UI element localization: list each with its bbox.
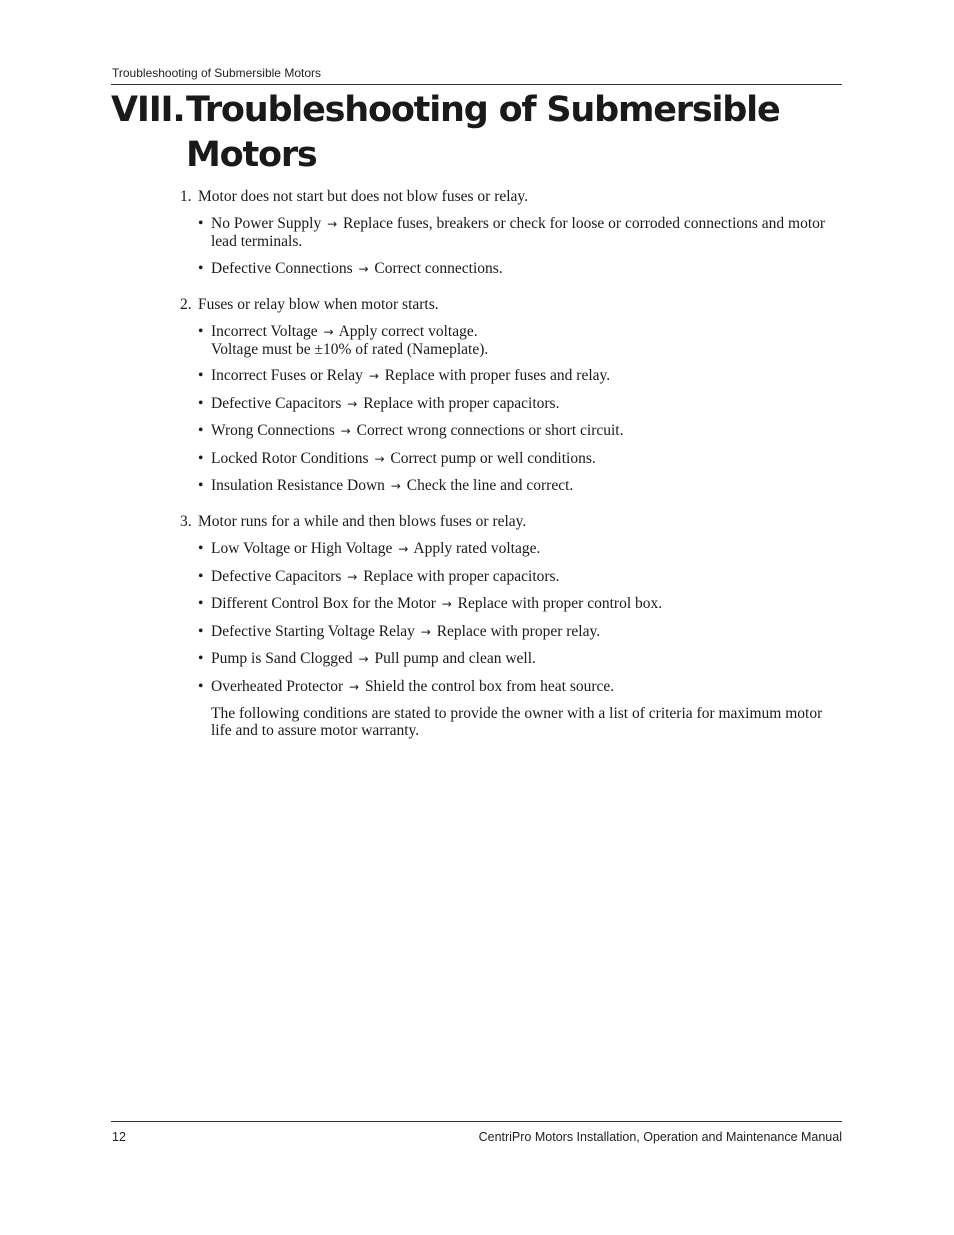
bullet-body — [211, 568, 842, 586]
list-item — [198, 540, 842, 558]
arrow-icon: → — [441, 597, 452, 611]
arrow-icon: → — [398, 542, 409, 556]
bullet-body — [211, 650, 842, 668]
section-title-text — [186, 88, 780, 178]
cause-text: Defective Capacitors — [211, 394, 342, 412]
bullet-glyph: • — [198, 677, 204, 695]
arrow-icon: → — [358, 652, 369, 666]
list-item — [198, 477, 842, 495]
bullet-glyph: • — [198, 259, 204, 277]
bullet-glyph: • — [198, 322, 204, 340]
cause-text: No Power Supply — [211, 215, 322, 232]
list-item — [198, 260, 842, 278]
list-item — [198, 568, 842, 586]
bullet-body — [211, 623, 842, 641]
bullet-glyph: • — [198, 477, 204, 494]
list-item — [198, 323, 842, 358]
bullet-glyph: • — [198, 595, 204, 612]
bullet-body — [211, 395, 842, 413]
item-heading — [180, 513, 842, 530]
bullet-glyph: • — [198, 622, 204, 640]
bullet-body — [211, 323, 842, 358]
section-title-line2: Motors — [186, 135, 317, 175]
header-rule — [111, 84, 842, 85]
item-number: 1. — [180, 188, 192, 205]
cause-text: Low Voltage or High Voltage — [211, 540, 393, 557]
bullet-list — [198, 323, 842, 496]
cause-text: Incorrect Voltage — [211, 322, 318, 340]
fix-text: Apply rated voltage. — [413, 540, 541, 557]
fix-text: Correct pump or well conditions. — [390, 449, 596, 467]
troubleshooting-list — [180, 188, 842, 757]
cause-text: Different Control Box for the Motor — [211, 595, 436, 612]
fix-text: Check the line and correct. — [406, 477, 574, 494]
bullet-list — [198, 540, 842, 696]
running-header: Troubleshooting of Submersible Motors — [112, 66, 321, 80]
item-note: The following conditions are stated to provide the owner with a list of criteria for maximum motor life and to assure motor warranty. — [211, 705, 823, 739]
item-heading — [180, 296, 842, 313]
item-number: 3. — [180, 513, 192, 530]
fix-text: Pull pump and clean well. — [374, 650, 536, 667]
bullet-body — [211, 260, 842, 278]
bullet-body — [211, 367, 842, 385]
arrow-icon: → — [368, 369, 379, 383]
fix-text: Correct wrong connections or short circuit. — [356, 422, 624, 439]
cause-text: Incorrect Fuses or Relay — [211, 367, 363, 384]
arrow-icon: → — [420, 624, 431, 639]
arrow-icon: → — [374, 451, 385, 466]
cause-text: Defective Connections — [211, 259, 353, 277]
arrow-icon: → — [349, 679, 360, 694]
cause-text: Insulation Resistance Down — [211, 477, 385, 494]
fix-text: Shield the control box from heat source. — [364, 677, 615, 695]
footer-manual-title: CentriPro Motors Installation, Operation and Maintenance Manual — [478, 1130, 842, 1144]
bullet-glyph: • — [198, 215, 204, 232]
arrow-icon: → — [358, 261, 369, 276]
item-text: Motor does not start but does not blow fuses or relay. — [198, 188, 529, 205]
footer-rule — [111, 1121, 842, 1122]
bullet-glyph: • — [198, 449, 204, 467]
list-item — [198, 623, 842, 641]
list-item — [198, 678, 842, 696]
bullet-glyph: • — [198, 367, 204, 384]
troubleshooting-item — [180, 296, 842, 496]
bullet-list — [198, 215, 842, 278]
list-item — [198, 450, 842, 468]
list-item — [198, 422, 842, 440]
bullet-body — [211, 215, 842, 250]
fix-text: Replace with proper control box. — [457, 595, 663, 612]
section-title-line1: Troubleshooting of Submersible — [186, 90, 780, 130]
troubleshooting-item — [180, 513, 842, 739]
item-text: Fuses or relay blow when motor starts. — [198, 295, 439, 313]
fix-text: Replace with proper capacitors. — [363, 567, 560, 585]
list-item — [198, 215, 842, 250]
list-item — [198, 650, 842, 668]
bullet-glyph: • — [198, 567, 204, 585]
bullet-body — [211, 422, 842, 440]
bullet-glyph: • — [198, 650, 204, 667]
section-title — [111, 88, 842, 178]
bullet-body — [211, 540, 842, 558]
fix-extra-text: Voltage must be ±10% of rated (Nameplate). — [211, 340, 489, 358]
cause-text: Defective Starting Voltage Relay — [211, 622, 415, 640]
item-text: Motor runs for a while and then blows fuses or relay. — [198, 513, 527, 530]
list-item — [198, 395, 842, 413]
fix-text: Replace with proper fuses and relay. — [384, 367, 611, 384]
cause-text: Defective Capacitors — [211, 567, 342, 585]
fix-text: Replace fuses, breakers or check for loose or corroded connections and motor lead terminals. — [211, 215, 826, 250]
troubleshooting-item — [180, 188, 842, 278]
bullet-glyph: • — [198, 540, 204, 557]
arrow-icon: → — [347, 569, 358, 584]
bullet-body — [211, 595, 842, 613]
cause-text: Wrong Connections — [211, 422, 335, 439]
list-item — [198, 367, 842, 385]
fix-text: Replace with proper capacitors. — [363, 394, 560, 412]
fix-text: Replace with proper relay. — [436, 622, 601, 640]
bullet-glyph: • — [198, 394, 204, 412]
footer-page-number: 12 — [112, 1130, 126, 1144]
item-heading — [180, 188, 842, 205]
fix-text: Apply correct voltage. — [338, 322, 478, 340]
arrow-icon: → — [347, 396, 358, 411]
cause-text: Pump is Sand Clogged — [211, 650, 353, 667]
arrow-icon: → — [340, 424, 351, 438]
bullet-body — [211, 678, 842, 696]
fix-text: Correct connections. — [374, 259, 503, 277]
list-item — [198, 595, 842, 613]
bullet-body — [211, 477, 842, 495]
arrow-icon: → — [323, 324, 334, 339]
bullet-body — [211, 450, 842, 468]
arrow-icon: → — [327, 217, 338, 231]
cause-text: Locked Rotor Conditions — [211, 449, 369, 467]
cause-text: Overheated Protector — [211, 677, 344, 695]
section-number: VIII. — [111, 90, 185, 130]
arrow-icon: → — [390, 479, 401, 493]
item-number: 2. — [180, 295, 192, 313]
bullet-glyph: • — [198, 422, 204, 439]
